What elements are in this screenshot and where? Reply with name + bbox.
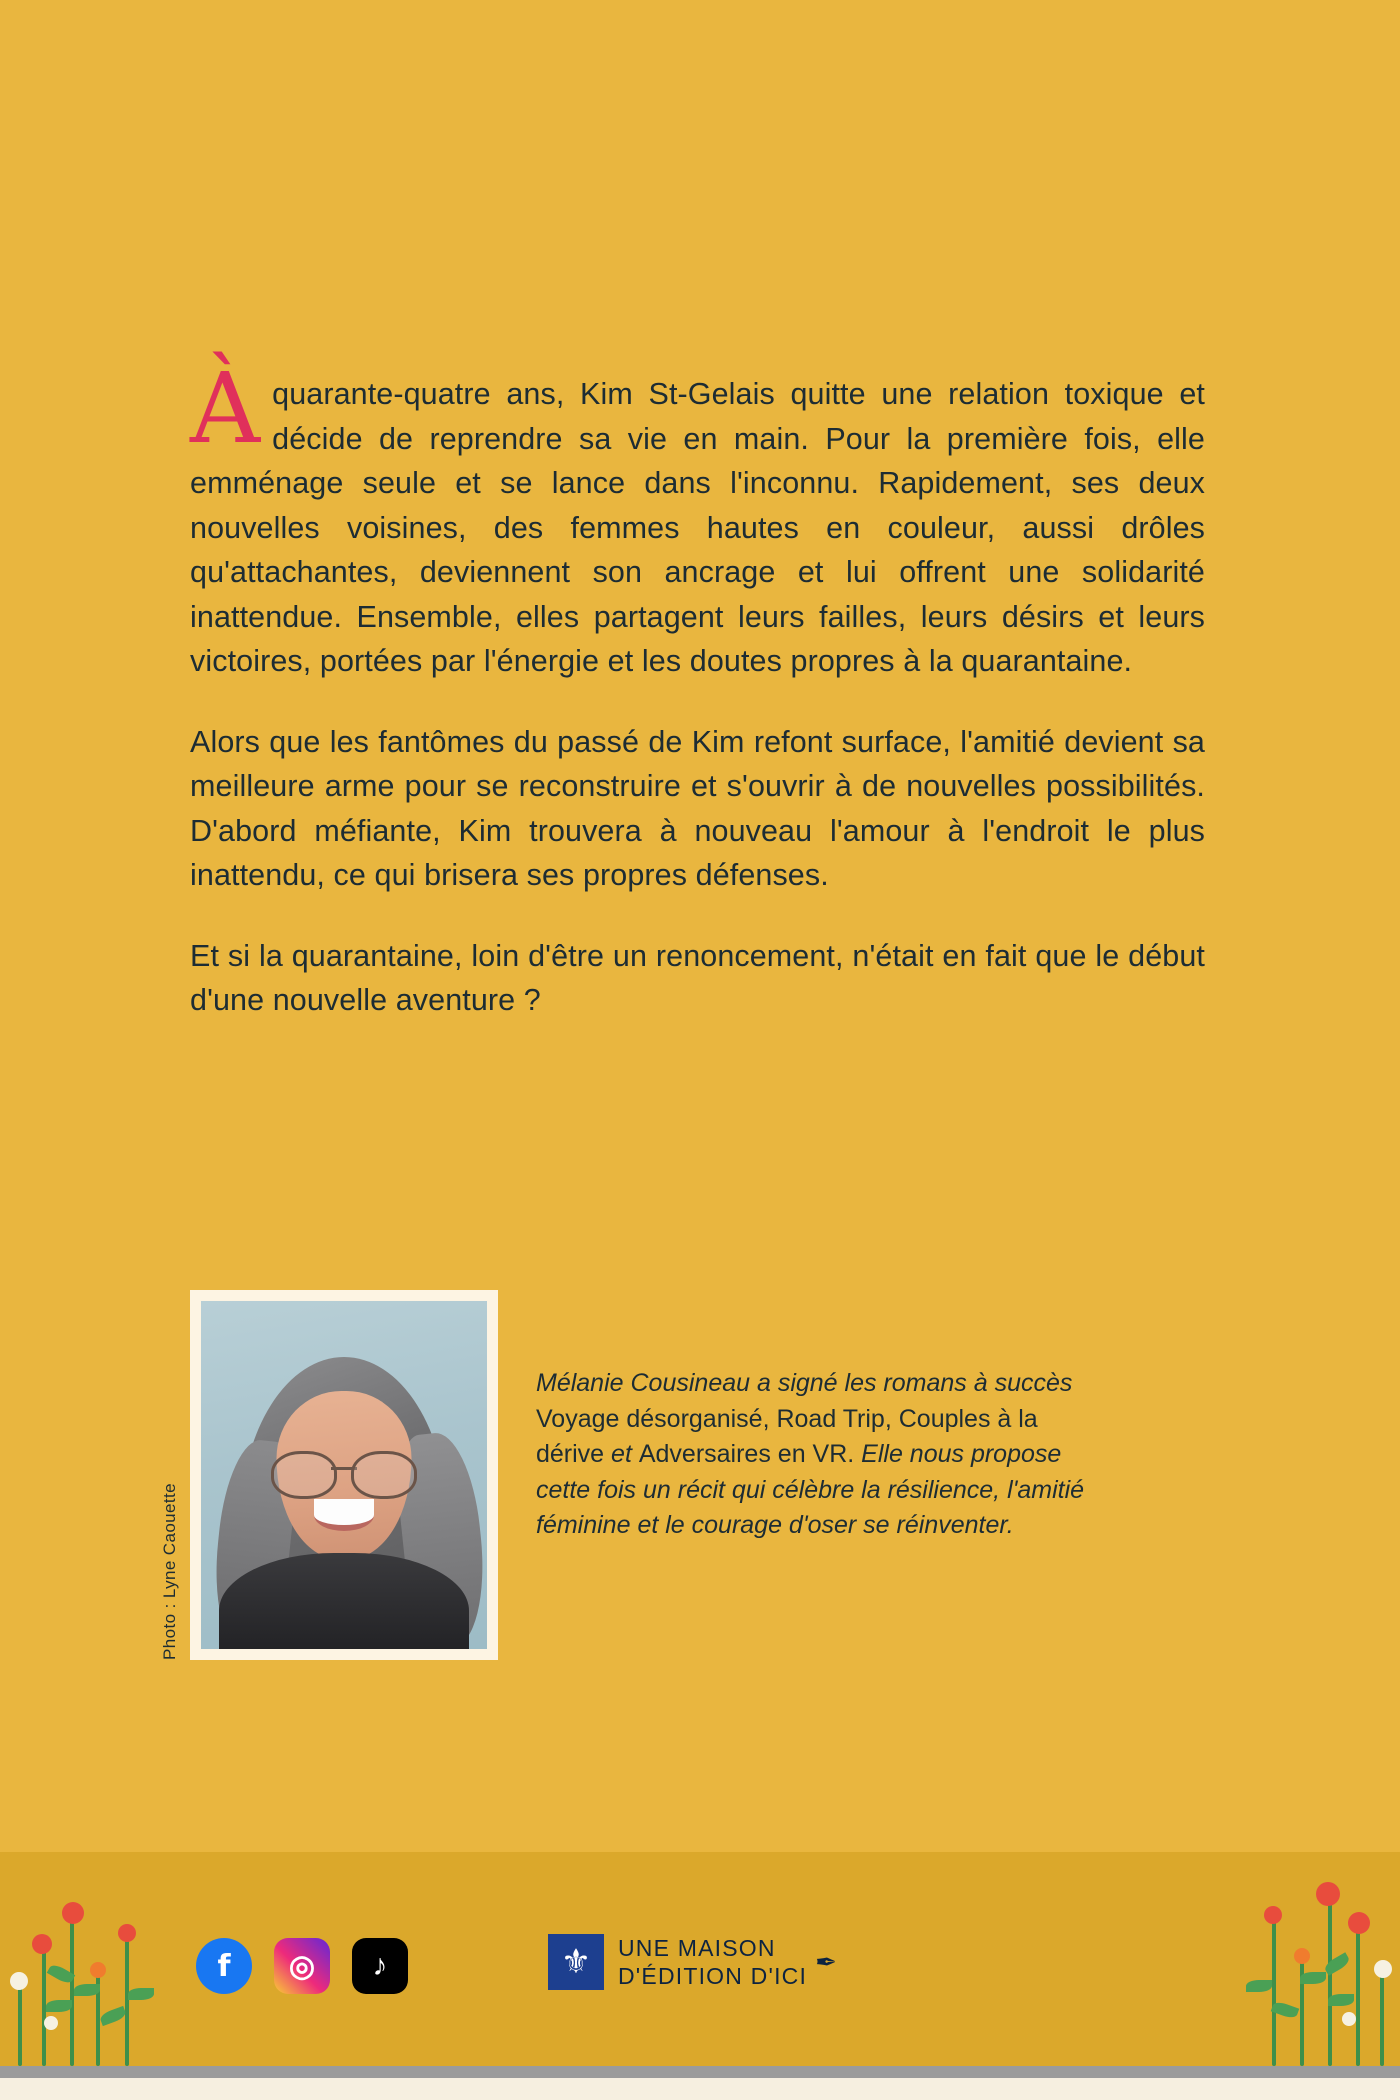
author-bio-part-4: Adversaires en VR. (638, 1440, 855, 1468)
author-portrait (201, 1301, 487, 1649)
blurb-paragraph-2: Alors que les fantômes du passé de Kim refont surface, l'amitié devient sa meilleure arme pour se reconstruire et s'ouvrir à de nouvelles possibilités. D'abord méfiante, Kim trouvera à nouveau l'amour à l'endroit le plus inattendu, ce qui brisera ses propres défenses. (190, 724, 1205, 893)
facebook-icon[interactable]: f (196, 1938, 252, 1994)
footer-cream-bar (0, 2078, 1400, 2100)
quill-icon: ✒ (815, 1946, 837, 1977)
author-photo-frame (190, 1290, 498, 1660)
author-bio (536, 1366, 1096, 1544)
author-section (160, 1290, 1170, 1660)
publisher-text (618, 1934, 807, 1990)
portrait-glasses-icon (269, 1451, 419, 1493)
author-bio-part-2: Voyage désorganisé, Road Trip, Couples à la dérive (536, 1404, 1038, 1468)
photo-credit: Photo : Lyne Caouette (160, 1483, 179, 1660)
portrait-body-icon (219, 1553, 469, 1649)
instagram-icon[interactable]: ◎ (274, 1938, 330, 1994)
flowers-right-decoration (1180, 1876, 1400, 2066)
footer-band (0, 1852, 1400, 2100)
blurb-paragraph-1-text: quarante-quatre ans, Kim St-Gelais quitte une relation toxique et décide de reprendre sa vie en main. Pour la première fois, elle emménage seule et se lance dans l'inconnu. Rapidement, ses deux nouvelles voisines, des femmes hautes en couleur, aussi drôles qu'attachantes, deviennent son ancrage et lui offrent une solidarité inattendue. Ensemble, elles partagent leurs failles, leurs désirs et leurs victoires, portées par l'énergie et les doutes propres à la quarantaine. (190, 377, 1205, 679)
blurb-paragraph-3: Et si la quarantaine, loin d'être un renoncement, n'était en fait que le début d'une nouvelle aventure ? (190, 938, 1205, 1018)
footer-grey-bar (0, 2066, 1400, 2078)
author-bio-part-3: et (611, 1440, 639, 1468)
publisher-line-2: D'ÉDITION D'ICI (618, 1963, 808, 1990)
author-bio-part-1: Mélanie Cousineau a signé les romans à succès (536, 1369, 1073, 1397)
flowers-left-decoration (0, 1876, 220, 2066)
blurb-paragraph-1 (190, 352, 1205, 684)
back-cover-blurb (190, 352, 1205, 1023)
publisher-line-1: UNE MAISON (618, 1935, 776, 1961)
portrait-smile-icon (314, 1499, 374, 1531)
tiktok-icon[interactable]: ♪ (352, 1938, 408, 1994)
fleur-de-lys-icon: ⚜ (548, 1934, 604, 1990)
social-links[interactable] (196, 1938, 408, 1994)
drop-cap-letter: À (190, 352, 261, 465)
publisher-logo (548, 1934, 837, 1990)
author-bio-part-5: Elle nous propose cette fois un récit qui célèbre la résilience, l'amitié féminine et le courage d'oser se réinventer. (536, 1440, 1085, 1539)
